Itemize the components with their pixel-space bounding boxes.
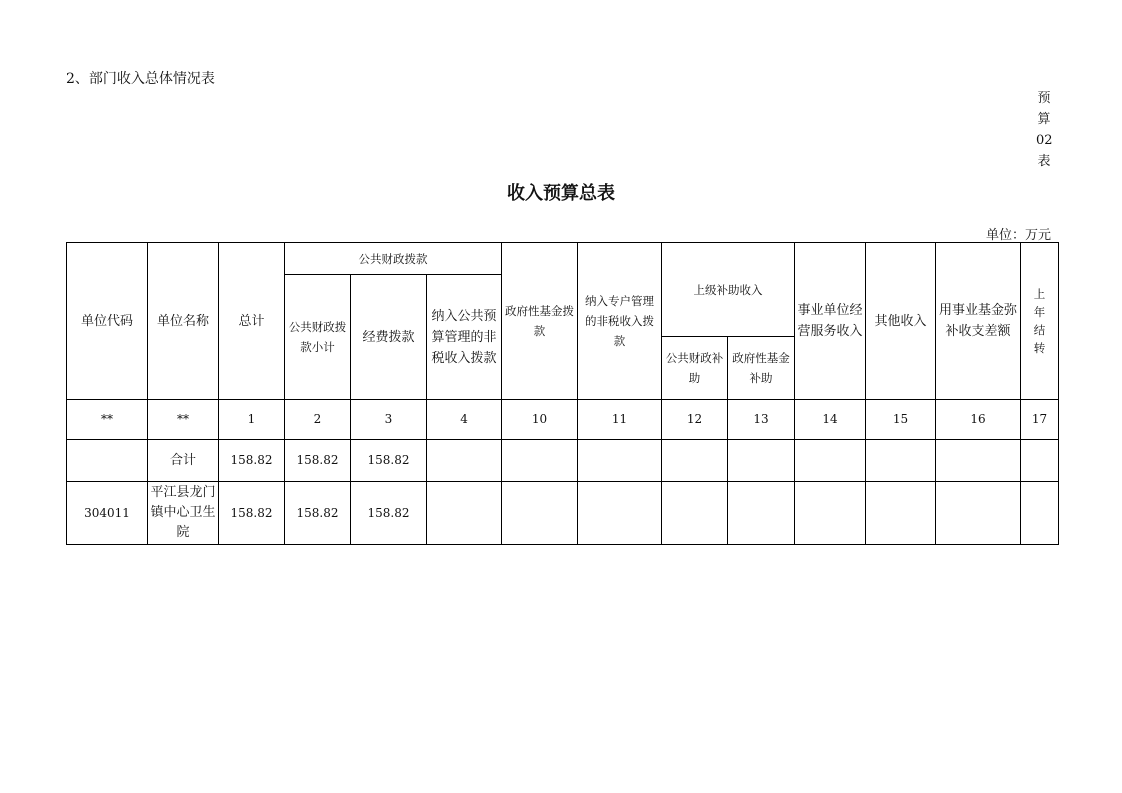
unit-name-cell: 平江县龙门镇中心卫生院 xyxy=(148,482,219,545)
table-row xyxy=(67,482,1059,545)
header-carryover-char: 转 xyxy=(1033,341,1046,355)
empty-cell xyxy=(936,482,1021,545)
header-nontax-special-account: 纳入专户管理的非税收入拨款 xyxy=(578,243,662,400)
empty-cell xyxy=(662,482,728,545)
index-cell: 16 xyxy=(936,400,1021,440)
index-cell: 15 xyxy=(866,400,936,440)
empty-cell xyxy=(502,440,578,482)
table-title: 收入预算总表 xyxy=(507,183,615,204)
header-carryover xyxy=(1021,243,1059,400)
empty-cell xyxy=(427,440,502,482)
header-unit-name: 单位名称 xyxy=(148,243,219,400)
unit-code-cell: 304011 xyxy=(67,482,148,545)
form-number-char: 预 xyxy=(1037,91,1051,106)
index-row xyxy=(67,400,1059,440)
header-fund-gap: 用事业基金弥补收支差额 xyxy=(936,243,1021,400)
header-nontax-public-budget: 纳入公共预算管理的非税收入拨款 xyxy=(427,275,502,400)
index-cell: 17 xyxy=(1021,400,1059,440)
header-public-finance-group: 公共财政拨款 xyxy=(285,243,502,275)
funding-cell: 158.82 xyxy=(351,440,427,482)
empty-cell xyxy=(578,482,662,545)
total-cell: 158.82 xyxy=(219,440,285,482)
form-number xyxy=(1036,88,1052,172)
income-budget-table xyxy=(66,242,1059,545)
empty-cell xyxy=(578,440,662,482)
index-cell: 13 xyxy=(728,400,795,440)
header-row xyxy=(67,243,1059,275)
header-carryover-char: 结 xyxy=(1033,323,1046,337)
index-cell: 3 xyxy=(351,400,427,440)
header-gov-fund-subsidy: 政府性基金补助 xyxy=(728,337,795,400)
empty-cell xyxy=(1021,440,1059,482)
index-cell: 14 xyxy=(795,400,866,440)
index-cell: 2 xyxy=(285,400,351,440)
index-cell: ** xyxy=(148,400,219,440)
table-row xyxy=(67,440,1059,482)
header-other-income: 其他收入 xyxy=(866,243,936,400)
section-heading: 2、部门收入总体情况表 xyxy=(66,71,215,87)
empty-cell xyxy=(866,440,936,482)
header-superior-subsidy-group: 上级补助收入 xyxy=(662,243,795,337)
index-cell: ** xyxy=(67,400,148,440)
empty-cell xyxy=(936,440,1021,482)
empty-cell xyxy=(662,440,728,482)
header-carryover-char: 上 xyxy=(1033,287,1046,301)
header-public-finance-subsidy: 公共财政补助 xyxy=(662,337,728,400)
form-number-char: 算 xyxy=(1037,112,1051,127)
subtotal-cell: 158.82 xyxy=(285,440,351,482)
unit-code-cell xyxy=(67,440,148,482)
header-public-finance-subtotal: 公共财政拨款小计 xyxy=(285,275,351,400)
unit-label: 单位：万元 xyxy=(985,228,1051,243)
empty-cell xyxy=(1021,482,1059,545)
empty-cell xyxy=(866,482,936,545)
empty-cell xyxy=(502,482,578,545)
form-number-char: 表 xyxy=(1037,154,1051,169)
empty-cell xyxy=(427,482,502,545)
empty-cell xyxy=(728,482,795,545)
header-gov-fund-allocation: 政府性基金拨款 xyxy=(502,243,578,400)
funding-cell: 158.82 xyxy=(351,482,427,545)
index-cell: 1 xyxy=(219,400,285,440)
header-total: 总计 xyxy=(219,243,285,400)
header-unit-code: 单位代码 xyxy=(67,243,148,400)
index-cell: 10 xyxy=(502,400,578,440)
empty-cell xyxy=(795,440,866,482)
header-carryover-char: 年 xyxy=(1033,305,1046,319)
form-number-char: 02 xyxy=(1036,133,1053,148)
total-cell: 158.82 xyxy=(219,482,285,545)
unit-name-cell: 合计 xyxy=(148,440,219,482)
header-funding-allocation: 经费拨款 xyxy=(351,275,427,400)
subtotal-cell: 158.82 xyxy=(285,482,351,545)
empty-cell xyxy=(795,482,866,545)
index-cell: 4 xyxy=(427,400,502,440)
index-cell: 11 xyxy=(578,400,662,440)
empty-cell xyxy=(728,440,795,482)
header-business-service-income: 事业单位经营服务收入 xyxy=(795,243,866,400)
index-cell: 12 xyxy=(662,400,728,440)
